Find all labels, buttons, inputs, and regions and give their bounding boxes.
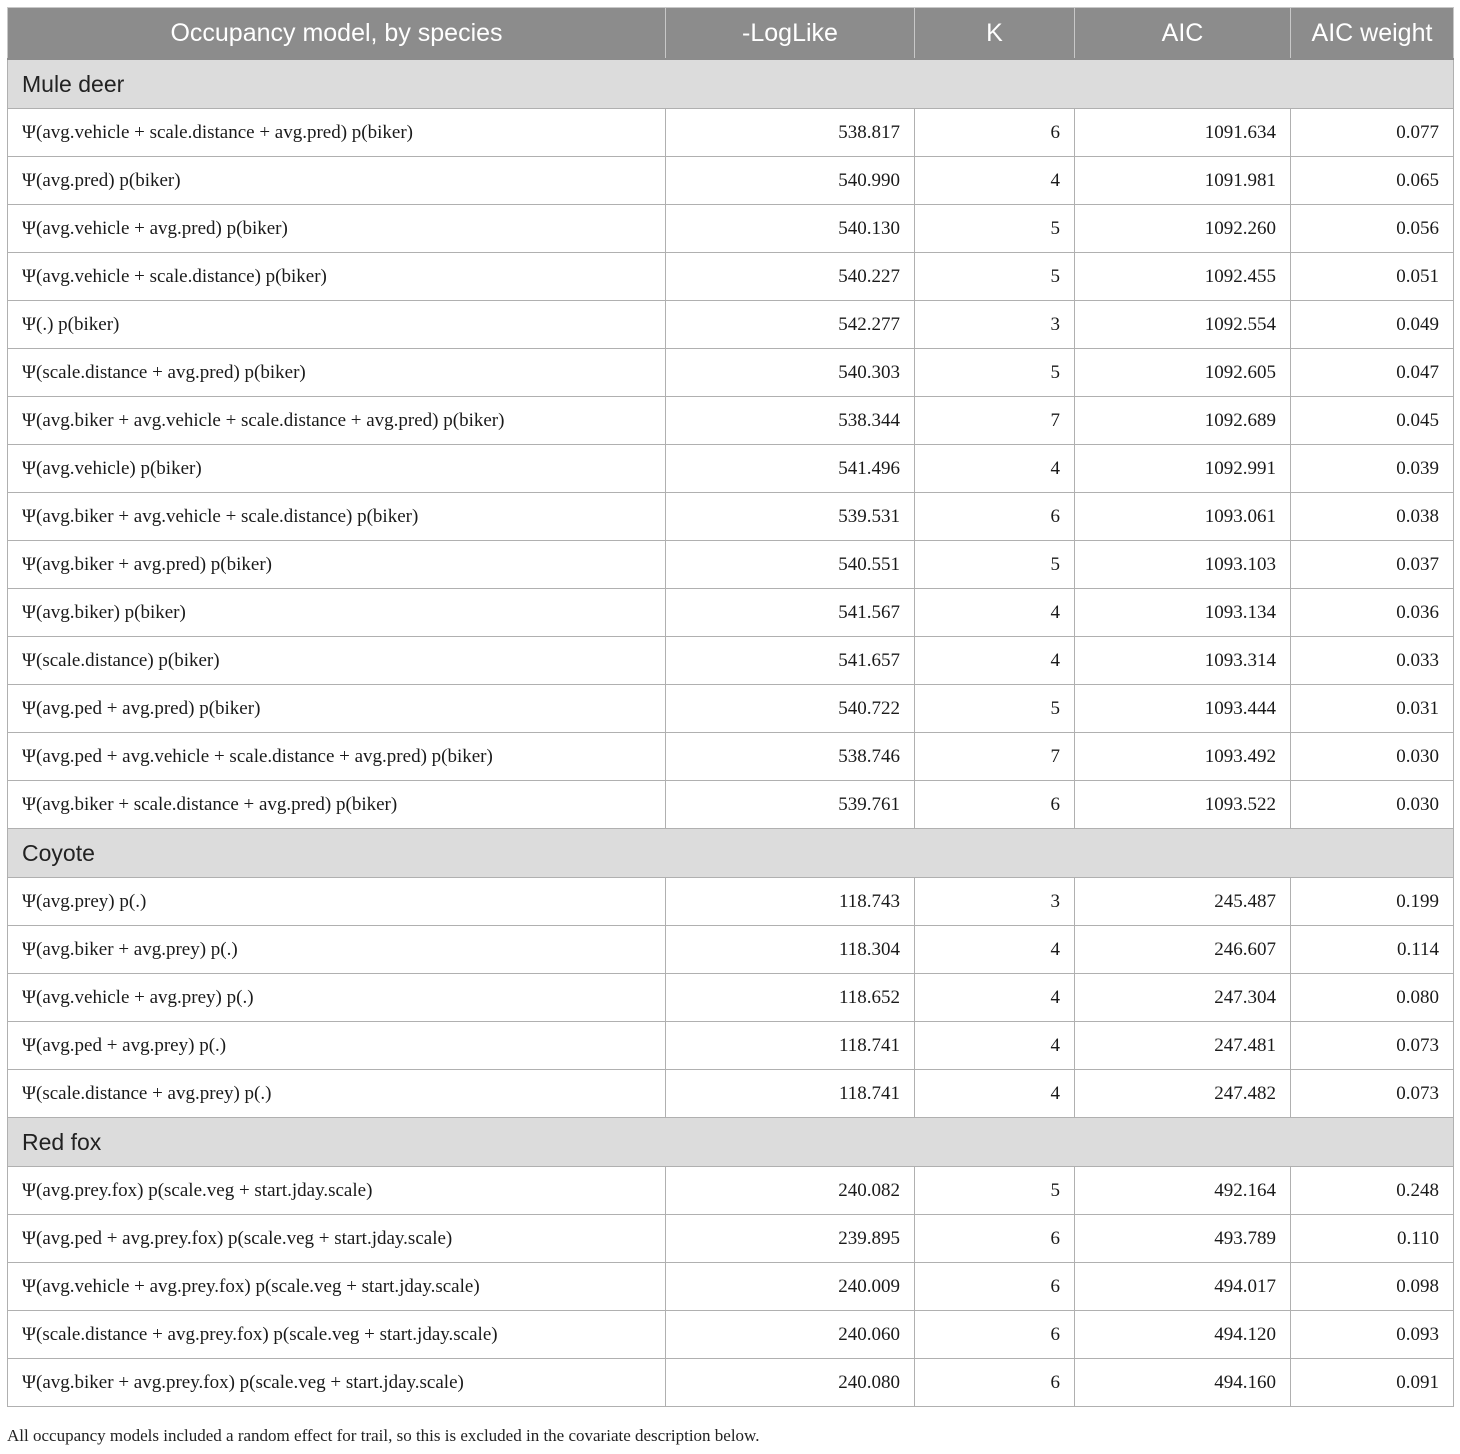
table-row (8, 685, 1454, 733)
model-cell: Ψ(avg.biker + avg.vehicle + scale.distance) p(biker) (8, 493, 666, 541)
k-cell: 6 (915, 1311, 1075, 1359)
aic-cell: 1093.444 (1075, 685, 1291, 733)
aic-cell: 1092.605 (1075, 349, 1291, 397)
k-cell: 3 (915, 878, 1075, 926)
k-cell: 4 (915, 974, 1075, 1022)
loglike-cell: 538.746 (666, 733, 915, 781)
k-cell: 5 (915, 253, 1075, 301)
k-cell: 6 (915, 1359, 1075, 1407)
aic-cell: 1092.689 (1075, 397, 1291, 445)
aic-weight-cell: 0.199 (1291, 878, 1454, 926)
aic-cell: 1092.260 (1075, 205, 1291, 253)
loglike-cell: 239.895 (666, 1215, 915, 1263)
aic-weight-cell: 0.073 (1291, 1070, 1454, 1118)
model-cell: Ψ(avg.ped + avg.prey.fox) p(scale.veg + start.jday.scale) (8, 1215, 666, 1263)
loglike-cell: 538.344 (666, 397, 915, 445)
aic-weight-cell: 0.038 (1291, 493, 1454, 541)
model-cell: Ψ(.) p(biker) (8, 301, 666, 349)
aic-table-container (7, 7, 1453, 1407)
aic-cell: 1092.991 (1075, 445, 1291, 493)
table-body (8, 59, 1454, 1407)
aic-cell: 1093.134 (1075, 589, 1291, 637)
aic-weight-cell: 0.080 (1291, 974, 1454, 1022)
table-row (8, 1070, 1454, 1118)
k-cell: 4 (915, 157, 1075, 205)
loglike-cell: 118.743 (666, 878, 915, 926)
aic-model-table (7, 7, 1454, 1407)
loglike-cell: 538.817 (666, 109, 915, 157)
table-row (8, 205, 1454, 253)
model-cell: Ψ(avg.biker + avg.pred) p(biker) (8, 541, 666, 589)
table-row (8, 926, 1454, 974)
species-label: Red fox (8, 1118, 1454, 1167)
table-row (8, 733, 1454, 781)
model-cell: Ψ(scale.distance + avg.prey.fox) p(scale.veg + start.jday.scale) (8, 1311, 666, 1359)
model-cell: Ψ(scale.distance) p(biker) (8, 637, 666, 685)
model-cell: Ψ(avg.biker + avg.vehicle + scale.distance + avg.pred) p(biker) (8, 397, 666, 445)
species-label: Coyote (8, 829, 1454, 878)
aic-cell: 247.304 (1075, 974, 1291, 1022)
header-aic: AIC (1075, 8, 1291, 60)
species-label: Mule deer (8, 59, 1454, 109)
loglike-cell: 118.652 (666, 974, 915, 1022)
loglike-cell: 118.741 (666, 1070, 915, 1118)
table-row (8, 109, 1454, 157)
table-row (8, 1167, 1454, 1215)
k-cell: 6 (915, 493, 1075, 541)
k-cell: 7 (915, 397, 1075, 445)
header-loglike: -LogLike (666, 8, 915, 60)
model-cell: Ψ(avg.prey) p(.) (8, 878, 666, 926)
species-group-row (8, 829, 1454, 878)
aic-weight-cell: 0.065 (1291, 157, 1454, 205)
model-cell: Ψ(avg.vehicle + avg.pred) p(biker) (8, 205, 666, 253)
k-cell: 4 (915, 1022, 1075, 1070)
aic-weight-cell: 0.049 (1291, 301, 1454, 349)
k-cell: 4 (915, 926, 1075, 974)
aic-cell: 494.160 (1075, 1359, 1291, 1407)
model-cell: Ψ(avg.vehicle + scale.distance + avg.pred) p(biker) (8, 109, 666, 157)
table-row (8, 1311, 1454, 1359)
aic-cell: 494.120 (1075, 1311, 1291, 1359)
aic-weight-cell: 0.077 (1291, 109, 1454, 157)
table-row (8, 445, 1454, 493)
table-row (8, 878, 1454, 926)
k-cell: 3 (915, 301, 1075, 349)
table-row (8, 637, 1454, 685)
aic-weight-cell: 0.030 (1291, 781, 1454, 829)
aic-weight-cell: 0.030 (1291, 733, 1454, 781)
aic-cell: 1093.061 (1075, 493, 1291, 541)
aic-weight-cell: 0.073 (1291, 1022, 1454, 1070)
model-cell: Ψ(avg.ped + avg.vehicle + scale.distance + avg.pred) p(biker) (8, 733, 666, 781)
species-group-row (8, 59, 1454, 109)
header-row (8, 8, 1454, 60)
aic-cell: 1093.103 (1075, 541, 1291, 589)
aic-weight-cell: 0.039 (1291, 445, 1454, 493)
header-model: Occupancy model, by species (8, 8, 666, 60)
k-cell: 5 (915, 205, 1075, 253)
aic-weight-cell: 0.051 (1291, 253, 1454, 301)
aic-cell: 1092.554 (1075, 301, 1291, 349)
model-cell: Ψ(avg.ped + avg.pred) p(biker) (8, 685, 666, 733)
model-cell: Ψ(avg.vehicle) p(biker) (8, 445, 666, 493)
k-cell: 4 (915, 589, 1075, 637)
aic-weight-cell: 0.093 (1291, 1311, 1454, 1359)
aic-cell: 1092.455 (1075, 253, 1291, 301)
aic-cell: 1093.492 (1075, 733, 1291, 781)
model-cell: Ψ(avg.biker) p(biker) (8, 589, 666, 637)
k-cell: 4 (915, 445, 1075, 493)
aic-cell: 1091.634 (1075, 109, 1291, 157)
loglike-cell: 541.657 (666, 637, 915, 685)
aic-cell: 1091.981 (1075, 157, 1291, 205)
k-cell: 5 (915, 349, 1075, 397)
model-cell: Ψ(avg.biker + scale.distance + avg.pred) p(biker) (8, 781, 666, 829)
model-cell: Ψ(scale.distance + avg.pred) p(biker) (8, 349, 666, 397)
aic-weight-cell: 0.031 (1291, 685, 1454, 733)
k-cell: 5 (915, 1167, 1075, 1215)
aic-weight-cell: 0.098 (1291, 1263, 1454, 1311)
table-row (8, 1215, 1454, 1263)
table-row (8, 974, 1454, 1022)
loglike-cell: 540.130 (666, 205, 915, 253)
k-cell: 4 (915, 637, 1075, 685)
table-row (8, 397, 1454, 445)
aic-weight-cell: 0.091 (1291, 1359, 1454, 1407)
model-cell: Ψ(avg.vehicle + avg.prey) p(.) (8, 974, 666, 1022)
loglike-cell: 541.496 (666, 445, 915, 493)
model-cell: Ψ(avg.biker + avg.prey.fox) p(scale.veg + start.jday.scale) (8, 1359, 666, 1407)
model-cell: Ψ(avg.vehicle + avg.prey.fox) p(scale.veg + start.jday.scale) (8, 1263, 666, 1311)
aic-cell: 1093.314 (1075, 637, 1291, 685)
table-row (8, 1022, 1454, 1070)
aic-weight-cell: 0.037 (1291, 541, 1454, 589)
k-cell: 5 (915, 685, 1075, 733)
k-cell: 4 (915, 1070, 1075, 1118)
table-row (8, 157, 1454, 205)
loglike-cell: 540.303 (666, 349, 915, 397)
loglike-cell: 118.304 (666, 926, 915, 974)
table-footnote: All occupancy models included a random effect for trail, so this is excluded in the covariate description below. (7, 1426, 760, 1445)
table-row (8, 1263, 1454, 1311)
k-cell: 6 (915, 781, 1075, 829)
loglike-cell: 240.080 (666, 1359, 915, 1407)
table-row (8, 301, 1454, 349)
aic-cell: 494.017 (1075, 1263, 1291, 1311)
aic-cell: 247.482 (1075, 1070, 1291, 1118)
header-k: K (915, 8, 1075, 60)
k-cell: 7 (915, 733, 1075, 781)
table-row (8, 541, 1454, 589)
loglike-cell: 539.531 (666, 493, 915, 541)
table-row (8, 1359, 1454, 1407)
aic-cell: 1093.522 (1075, 781, 1291, 829)
table-row (8, 349, 1454, 397)
table-row (8, 253, 1454, 301)
k-cell: 5 (915, 541, 1075, 589)
aic-cell: 245.487 (1075, 878, 1291, 926)
table-row (8, 589, 1454, 637)
table-row (8, 493, 1454, 541)
table-row (8, 781, 1454, 829)
model-cell: Ψ(avg.prey.fox) p(scale.veg + start.jday.scale) (8, 1167, 666, 1215)
aic-weight-cell: 0.114 (1291, 926, 1454, 974)
model-cell: Ψ(avg.ped + avg.prey) p(.) (8, 1022, 666, 1070)
k-cell: 6 (915, 1263, 1075, 1311)
k-cell: 6 (915, 109, 1075, 157)
loglike-cell: 541.567 (666, 589, 915, 637)
aic-weight-cell: 0.110 (1291, 1215, 1454, 1263)
aic-weight-cell: 0.248 (1291, 1167, 1454, 1215)
table-header (8, 8, 1454, 60)
loglike-cell: 240.009 (666, 1263, 915, 1311)
loglike-cell: 118.741 (666, 1022, 915, 1070)
aic-cell: 246.607 (1075, 926, 1291, 974)
model-cell: Ψ(scale.distance + avg.prey) p(.) (8, 1070, 666, 1118)
loglike-cell: 540.722 (666, 685, 915, 733)
header-aic-weight: AIC weight (1291, 8, 1454, 60)
loglike-cell: 540.227 (666, 253, 915, 301)
aic-weight-cell: 0.056 (1291, 205, 1454, 253)
aic-weight-cell: 0.047 (1291, 349, 1454, 397)
aic-cell: 492.164 (1075, 1167, 1291, 1215)
aic-cell: 247.481 (1075, 1022, 1291, 1070)
species-group-row (8, 1118, 1454, 1167)
model-cell: Ψ(avg.biker + avg.prey) p(.) (8, 926, 666, 974)
aic-weight-cell: 0.045 (1291, 397, 1454, 445)
loglike-cell: 240.060 (666, 1311, 915, 1359)
loglike-cell: 542.277 (666, 301, 915, 349)
loglike-cell: 240.082 (666, 1167, 915, 1215)
loglike-cell: 540.990 (666, 157, 915, 205)
model-cell: Ψ(avg.vehicle + scale.distance) p(biker) (8, 253, 666, 301)
k-cell: 6 (915, 1215, 1075, 1263)
loglike-cell: 539.761 (666, 781, 915, 829)
loglike-cell: 540.551 (666, 541, 915, 589)
aic-weight-cell: 0.033 (1291, 637, 1454, 685)
aic-weight-cell: 0.036 (1291, 589, 1454, 637)
model-cell: Ψ(avg.pred) p(biker) (8, 157, 666, 205)
aic-cell: 493.789 (1075, 1215, 1291, 1263)
